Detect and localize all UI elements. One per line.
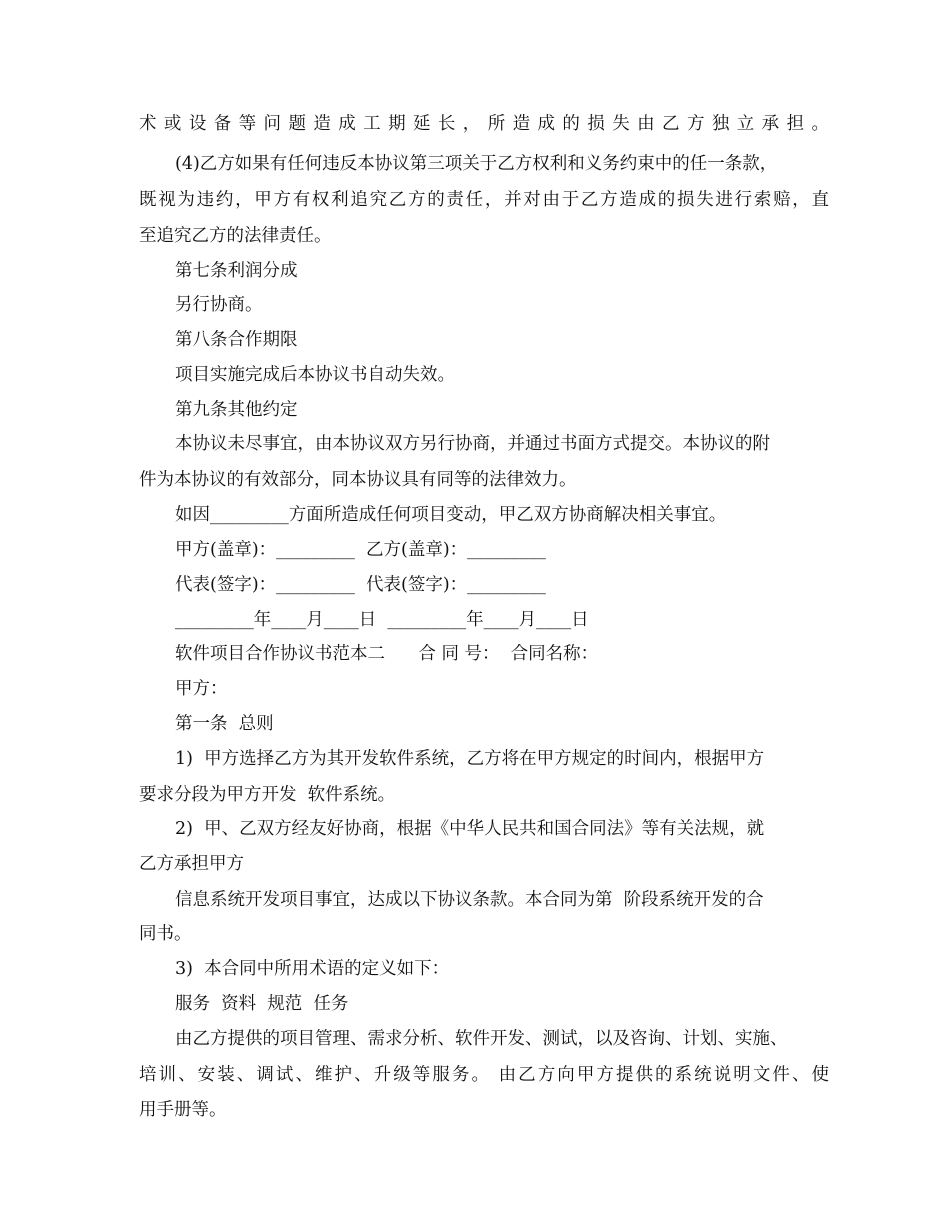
text-line: 信息系统开发项目事宜，达成以下协议条款。本合同为第 阶段系统开发的合 <box>175 890 764 910</box>
terms-list: 服务 资料 规范 任务 <box>175 994 349 1014</box>
article-9-heading: 第九条其他约定 <box>175 400 298 420</box>
text-line: 件为本协议的有效部分，同本协议具有同等的法律效力。 <box>139 470 577 490</box>
article-8-heading: 第八条合作期限 <box>175 330 298 350</box>
contract-template-title: 软件项目合作协议书范本二 合 同 号： 合同名称： <box>175 644 599 664</box>
text-line: 由乙方提供的项目管理、需求分析、软件开发、测试，以及咨询、计划、实施、 <box>175 1029 788 1049</box>
article-1-heading: 第一条 总则 <box>175 714 274 734</box>
text-line: 乙方承担甲方 <box>139 854 244 874</box>
text-line: 培训、安装、调试、维护、升级等服务。 由乙方向甲方提供的系统说明文件、使 <box>139 1065 829 1085</box>
blank-fill-line: 如因_________方面所造成任何项目变动，甲乙双方协商解决相关事宜。 <box>175 505 727 525</box>
text-line: 另行协商。 <box>175 295 263 315</box>
clause-4-text: (4)乙方如果有任何违反本协议第三项关于乙方权利和义务约束中的任一条款， <box>175 154 778 174</box>
text-line: 2) 甲、乙双方经友好协商，根据《中华人民共和国合同法》等有关法规，就 <box>175 819 765 839</box>
text-line: 1) 甲方选择乙方为其开发软件系统，乙方将在甲方规定的时间内，根据甲方 <box>175 749 765 769</box>
signature-line: 代表(签字)：_________ 代表(签字)：_________ <box>175 575 546 595</box>
text-line: 项目实施完成后本协议书自动失效。 <box>175 365 455 385</box>
text-line: 要求分段为甲方开发 软件系统。 <box>139 785 396 805</box>
text-line: 同书。 <box>139 924 192 944</box>
text-line: 既视为违约，甲方有权利追究乙方的责任，并对由于乙方造成的损失进行索赔，直 <box>139 190 829 210</box>
text-line: 本协议未尽事宜，由本协议双方另行协商，并通过书面方式提交。本协议的附 <box>175 434 770 454</box>
text-line: 至追究乙方的法律责任。 <box>139 226 332 246</box>
text-line: 3) 本合同中所用术语的定义如下： <box>175 959 450 979</box>
date-line: _________年____月____日 _________年____月____日 <box>175 610 589 630</box>
text-line: 用手册等。 <box>139 1100 227 1120</box>
article-7-heading: 第七条利润分成 <box>175 261 298 281</box>
text-line: 术或设备等问题造成工期延长，所造成的损失由乙方独立承担。 <box>139 114 829 134</box>
seal-line: 甲方(盖章)：_________ 乙方(盖章)：_________ <box>175 540 546 560</box>
party-a-line: 甲方： <box>175 679 228 699</box>
